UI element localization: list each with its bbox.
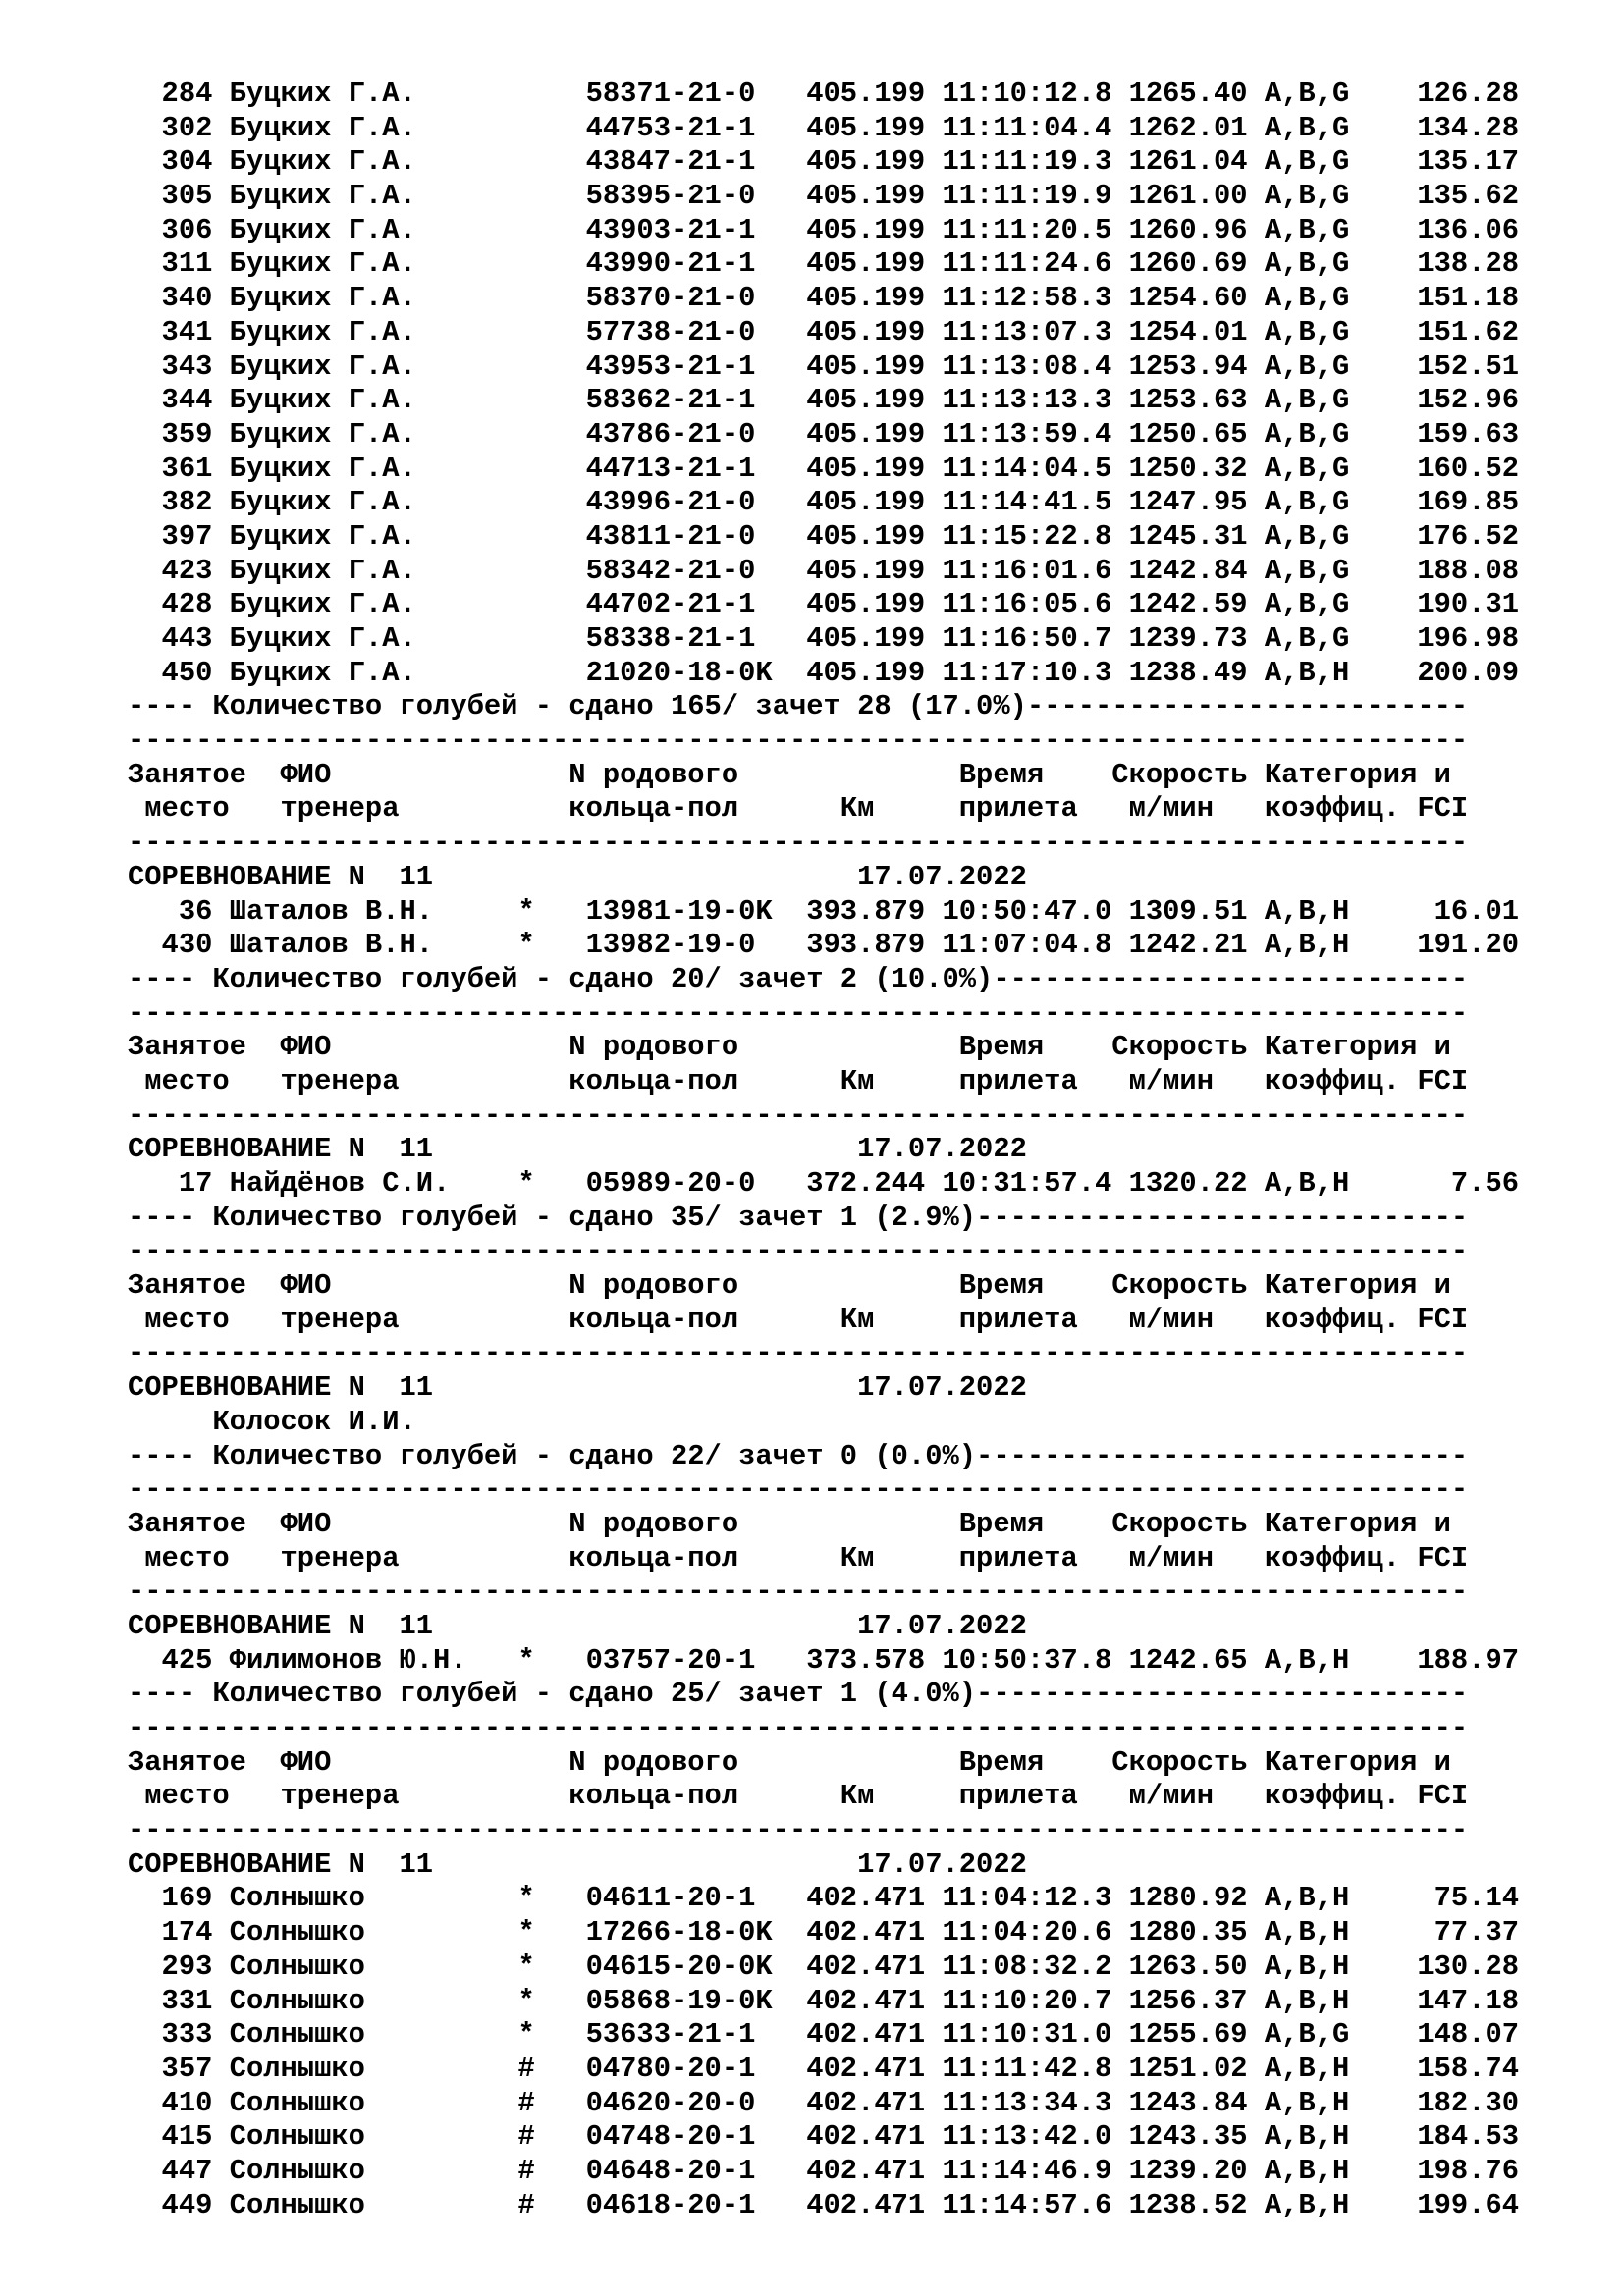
document-line: место тренера кольца-пол Км прилета м/мин коэффиц. FCI [128, 1064, 1469, 1097]
document-line: 357 Солнышко # 04780-20-1 402.471 11:11:42.8 1251.02 A,B,H 158.74 [128, 2052, 1520, 2085]
document-line: 430 Шаталов В.Н. * 13982-19-0 393.879 11:07:04.8 1242.21 A,B,H 191.20 [128, 929, 1520, 962]
document-line: Занятое ФИО N родового Время Скорость Категория и [128, 1031, 1451, 1064]
document-line: 305 Буцких Г.А. 58395-21-0 405.199 11:11:19.9 1261.00 A,B,G 135.62 [128, 180, 1520, 213]
document-line: 343 Буцких Г.А. 43953-21-1 405.199 11:13:08.4 1253.94 A,B,G 152.51 [128, 349, 1520, 383]
document-line: место тренера кольца-пол Км прилета м/мин коэффиц. FCI [128, 792, 1469, 826]
document-line: ------------------------------------------------------------------------------- [128, 724, 1469, 758]
document-line: Занятое ФИО N родового Время Скорость Категория и [128, 1507, 1451, 1540]
document-line: ---- Количество голубей - сдано 25/ зачет 1 (4.0%)----------------------------- [128, 1678, 1469, 1711]
document-line: 306 Буцких Г.А. 43903-21-1 405.199 11:11:20.5 1260.96 A,B,G 136.06 [128, 213, 1520, 246]
document-line: СОРЕВНОВАНИЕ N 11 17.07.2022 [128, 1847, 1027, 1881]
document-line: 36 Шаталов В.Н. * 13981-19-0K 393.879 10:50:47.0 1309.51 A,B,H 16.01 [128, 894, 1520, 928]
document-line: ------------------------------------------------------------------------------- [128, 1473, 1469, 1507]
document-line: ---- Количество голубей - сдано 165/ зачет 28 (17.0%)-------------------------- [128, 690, 1469, 723]
document-line: 331 Солнышко * 05868-19-0K 402.471 11:10:20.7 1256.37 A,B,H 147.18 [128, 1984, 1520, 2017]
document-line: 447 Солнышко # 04648-20-1 402.471 11:14:46.9 1239.20 A,B,H 198.76 [128, 2154, 1520, 2187]
results-document [128, 78, 1519, 2222]
document-line: ---- Количество голубей - сдано 22/ зачет 0 (0.0%)----------------------------- [128, 1439, 1469, 1472]
document-line: Колосок И.И. [128, 1405, 416, 1438]
document-line: 333 Солнышко * 53633-21-1 402.471 11:10:31.0 1255.69 A,B,G 148.07 [128, 2018, 1520, 2052]
document-line: Занятое ФИО N родового Время Скорость Категория и [128, 758, 1451, 791]
document-line: 449 Солнышко # 04618-20-1 402.471 11:14:57.6 1238.52 A,B,H 199.64 [128, 2188, 1520, 2221]
document-line: 361 Буцких Г.А. 44713-21-1 405.199 11:14:04.5 1250.32 A,B,G 160.52 [128, 452, 1520, 485]
document-line: 284 Буцких Г.А. 58371-21-0 405.199 11:10:12.8 1265.40 A,B,G 126.28 [128, 78, 1520, 110]
document-line: 397 Буцких Г.А. 43811-21-0 405.199 11:15:22.8 1245.31 A,B,G 176.52 [128, 519, 1520, 553]
document-line: Занятое ФИО N родового Время Скорость Категория и [128, 1745, 1451, 1779]
document-line: 344 Буцких Г.А. 58362-21-1 405.199 11:13:13.3 1253.63 A,B,G 152.96 [128, 384, 1520, 417]
document-line: 423 Буцких Г.А. 58342-21-0 405.199 11:16:01.6 1242.84 A,B,G 188.08 [128, 554, 1520, 587]
document-line: ---- Количество голубей - сдано 35/ зачет 1 (2.9%)----------------------------- [128, 1201, 1469, 1234]
document-line: ------------------------------------------------------------------------------- [128, 827, 1469, 860]
document-line: СОРЕВНОВАНИЕ N 11 17.07.2022 [128, 1609, 1027, 1642]
document-line: 311 Буцких Г.А. 43990-21-1 405.199 11:11:24.6 1260.69 A,B,G 138.28 [128, 247, 1520, 281]
document-line: 410 Солнышко # 04620-20-0 402.471 11:13:34.3 1243.84 A,B,H 182.30 [128, 2086, 1520, 2119]
document-line: ------------------------------------------------------------------------------- [128, 1098, 1469, 1132]
document-line: 382 Буцких Г.А. 43996-21-0 405.199 11:14:41.5 1247.95 A,B,G 169.85 [128, 486, 1520, 519]
document-line: ------------------------------------------------------------------------------- [128, 996, 1469, 1030]
document-line: Занятое ФИО N родового Время Скорость Категория и [128, 1269, 1451, 1303]
document-line: 341 Буцких Г.А. 57738-21-0 405.199 11:13:07.3 1254.01 A,B,G 151.62 [128, 315, 1520, 348]
document-line: СОРЕВНОВАНИЕ N 11 17.07.2022 [128, 860, 1027, 893]
document-line: 304 Буцких Г.А. 43847-21-1 405.199 11:11:19.3 1261.04 A,B,G 135.17 [128, 145, 1520, 179]
document-line: место тренера кольца-пол Км прилета м/мин коэффиц. FCI [128, 1780, 1469, 1813]
document-line: ------------------------------------------------------------------------------- [128, 1235, 1469, 1268]
document-line: место тренера кольца-пол Км прилета м/мин коэффиц. FCI [128, 1303, 1469, 1336]
document-line: 340 Буцких Г.А. 58370-21-0 405.199 11:12:58.3 1254.60 A,B,G 151.18 [128, 282, 1520, 315]
document-line: ------------------------------------------------------------------------------- [128, 1575, 1469, 1609]
document-line: ------------------------------------------------------------------------------- [128, 1337, 1469, 1370]
document-line: 443 Буцких Г.А. 58338-21-1 405.199 11:16:50.7 1239.73 A,B,G 196.98 [128, 622, 1520, 655]
document-line: 450 Буцких Г.А. 21020-18-0K 405.199 11:17:10.3 1238.49 A,B,H 200.09 [128, 656, 1520, 689]
document-line: 428 Буцких Г.А. 44702-21-1 405.199 11:16:05.6 1242.59 A,B,G 190.31 [128, 588, 1520, 621]
document-line: 415 Солнышко # 04748-20-1 402.471 11:13:42.0 1243.35 A,B,H 184.53 [128, 2120, 1520, 2154]
document-line: 425 Филимонов Ю.Н. * 03757-20-1 373.578 10:50:37.8 1242.65 A,B,H 188.97 [128, 1643, 1520, 1677]
document-line: ---- Количество голубей - сдано 20/ зачет 2 (10.0%)---------------------------- [128, 962, 1469, 995]
document-line: ------------------------------------------------------------------------------- [128, 1712, 1469, 1744]
document-line: место тренера кольца-пол Км прилета м/мин коэффиц. FCI [128, 1541, 1469, 1575]
document-line: 174 Солнышко * 17266-18-0K 402.471 11:04:20.6 1280.35 A,B,H 77.37 [128, 1916, 1520, 1949]
document-line: ------------------------------------------------------------------------------- [128, 1814, 1469, 1847]
document-line: 17 Найдёнов С.И. * 05989-20-0 372.244 10:31:57.4 1320.22 A,B,H 7.56 [128, 1167, 1520, 1200]
document-line: СОРЕВНОВАНИЕ N 11 17.07.2022 [128, 1371, 1027, 1405]
document-line: 302 Буцких Г.А. 44753-21-1 405.199 11:11:04.4 1262.01 A,B,G 134.28 [128, 111, 1520, 144]
document-line: 169 Солнышко * 04611-20-1 402.471 11:04:12.3 1280.92 A,B,H 75.14 [128, 1882, 1520, 1915]
document-line: 359 Буцких Г.А. 43786-21-0 405.199 11:13:59.4 1250.65 A,B,G 159.63 [128, 417, 1520, 451]
document-line: 293 Солнышко * 04615-20-0K 402.471 11:08:32.2 1263.50 A,B,H 130.28 [128, 1949, 1520, 1983]
document-line: СОРЕВНОВАНИЕ N 11 17.07.2022 [128, 1133, 1027, 1166]
